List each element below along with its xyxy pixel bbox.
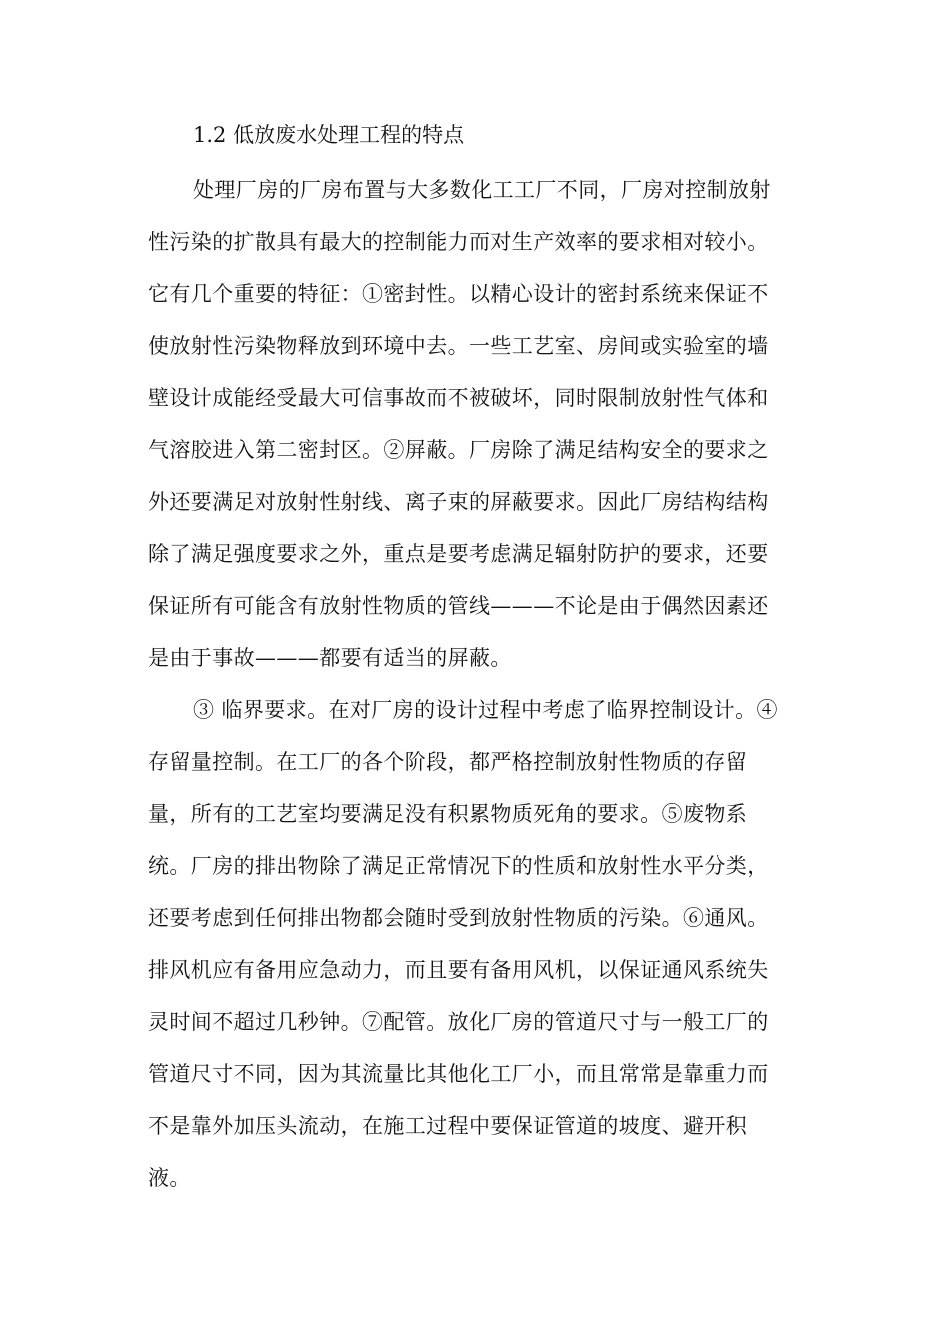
paragraph-2-line-10: 液。 (148, 1166, 191, 1190)
paragraph-2-line-8: 管道尺寸不同，因为其流量比其他化工厂小，而且常常是靠重力而 (148, 1062, 769, 1086)
paragraph-2-line-7: 灵时间不超过几秒钟。⑦配管。放化厂房的管道尺寸与一般工厂的 (148, 1010, 769, 1034)
paragraph-2-line-1: ③ 临界要求。在对厂房的设计过程中考虑了临界控制设计。④ (193, 698, 778, 722)
paragraph-1-line-8: 除了满足强度要求之外，重点是要考虑满足辐射防护的要求，还要 (148, 542, 769, 566)
paragraph-1-line-10: 是由于事故———都要有适当的屏蔽。 (148, 646, 512, 670)
paragraph-1-line-9: 保证所有可能含有放射性物质的管线———不论是由于偶然因素还 (148, 594, 769, 618)
paragraph-1-line-5: 壁设计成能经受最大可信事故而不被破坏，同时限制放射性气体和 (148, 386, 769, 410)
paragraph-2-line-4: 统。厂房的排出物除了满足正常情况下的性质和放射性水平分类， (148, 854, 769, 878)
paragraph-2-line-3: 量，所有的工艺室均要满足没有积累物质死角的要求。⑤废物系 (148, 802, 748, 826)
paragraph-1-line-7: 外还要满足对放射性射线、离子束的屏蔽要求。因此厂房结构结构 (148, 490, 769, 514)
paragraph-2-line-6: 排风机应有备用应急动力，而且要有备用风机，以保证通风系统失 (148, 958, 769, 982)
paragraph-1-line-1: 处理厂房的厂房布置与大多数化工工厂不同，厂房对控制放射 (193, 178, 771, 202)
paragraph-1-line-4: 使放射性污染物释放到环境中去。一些工艺室、房间或实验室的墙 (148, 334, 769, 358)
paragraph-1-line-3: 它有几个重要的特征：①密封性。以精心设计的密封系统来保证不 (148, 282, 769, 306)
paragraph-2-line-2: 存留量控制。在工厂的各个阶段，都严格控制放射性物质的存留 (148, 750, 748, 774)
paragraph-1-line-6: 气溶胶进入第二密封区。②屏蔽。厂房除了满足结构安全的要求之 (148, 438, 769, 462)
paragraph-2-line-5: 还要考虑到任何排出物都会随时受到放射性物质的污染。⑥通风。 (148, 906, 769, 930)
paragraph-1-line-2: 性污染的扩散具有最大的控制能力而对生产效率的要求相对较小。 (148, 230, 769, 254)
paragraph-2-line-9: 不是靠外加压头流动，在施工过程中要保证管道的坡度、避开积 (148, 1114, 748, 1138)
section-heading: 1.2 低放废水处理工程的特点 (193, 123, 465, 147)
